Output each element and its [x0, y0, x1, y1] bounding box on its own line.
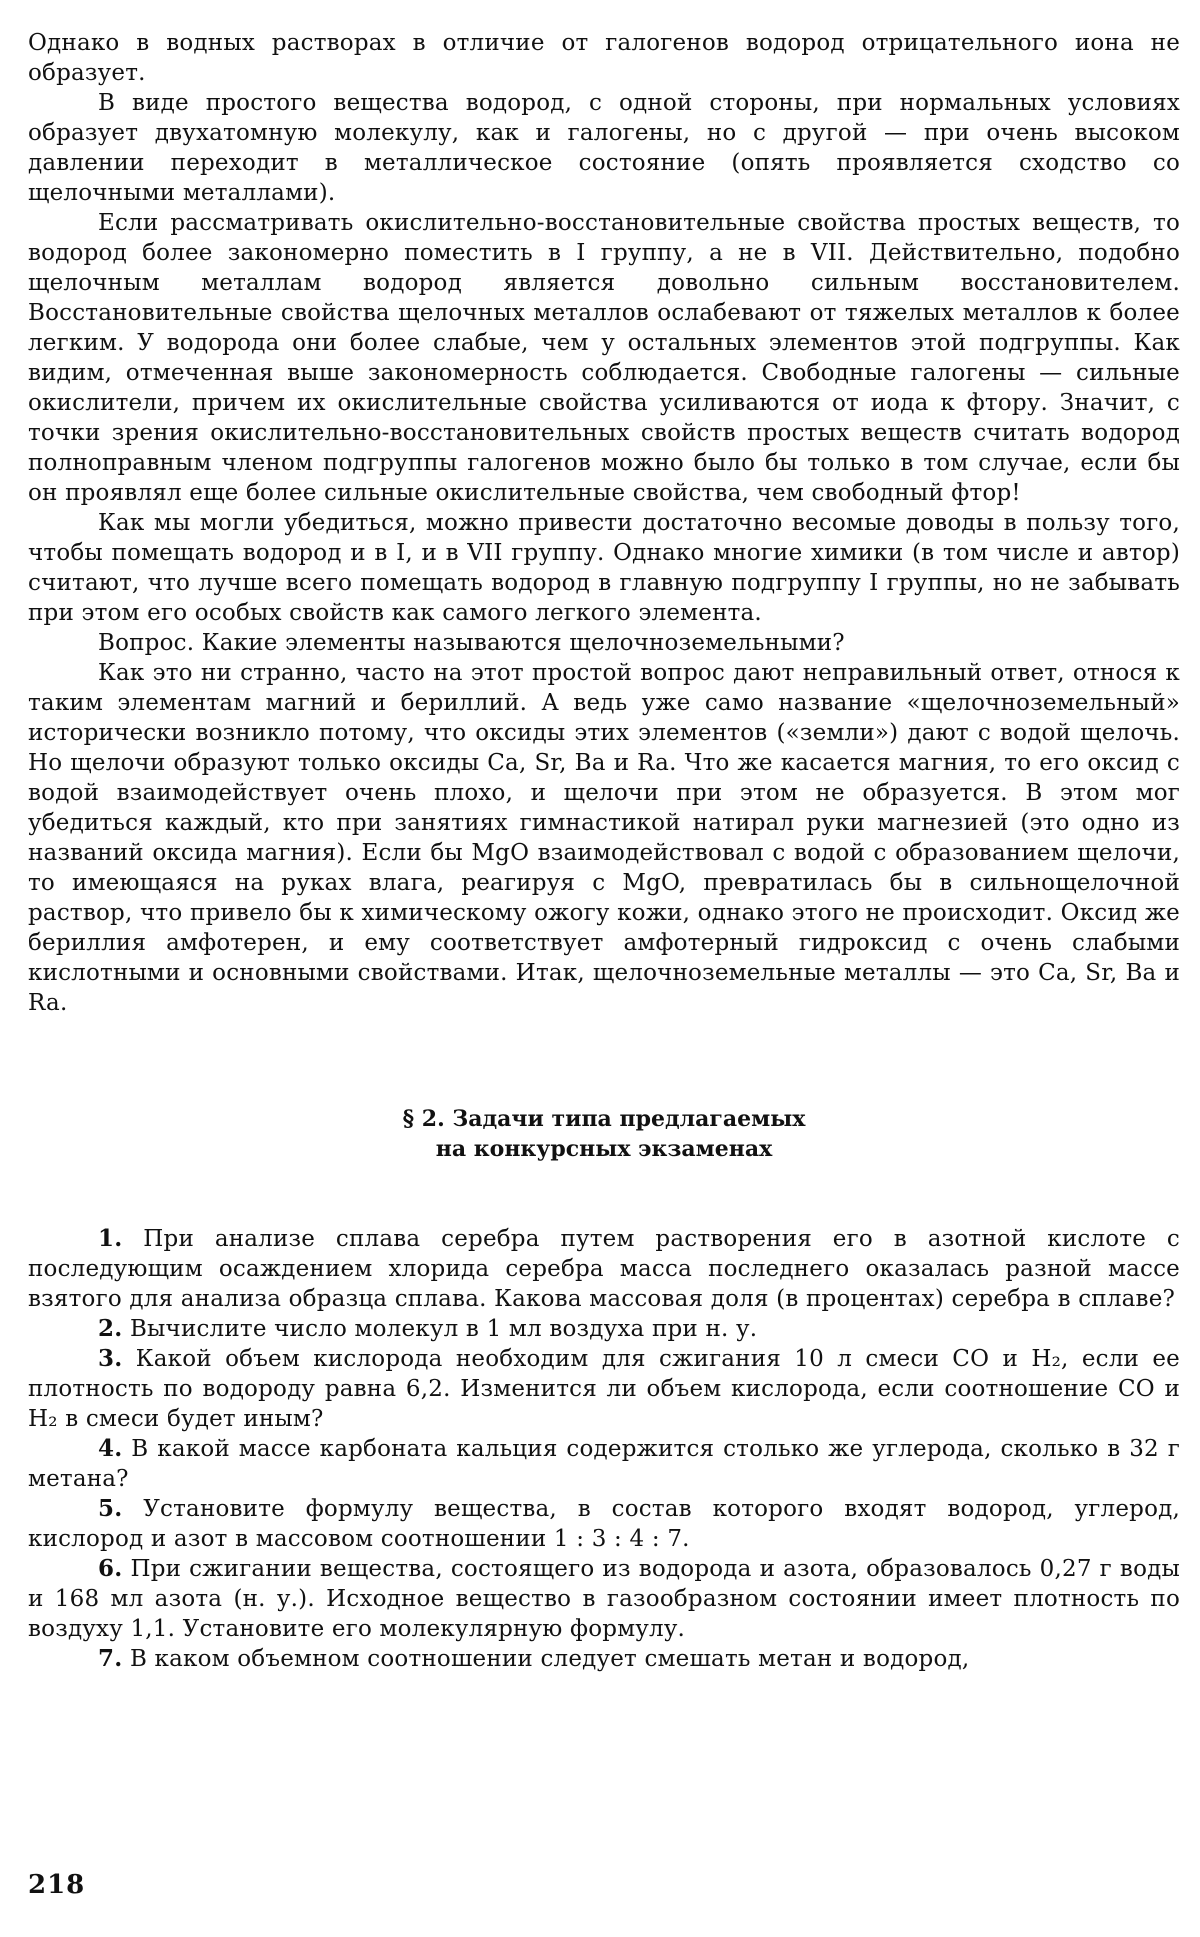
problem-item	[28, 1554, 1180, 1644]
problem-text: Какой объем кислорода необходим для сжигания 10 л смеси CO и H₂, если ее плотность по водороду равна 6,2. Изменится ли объем кислорода, если соотношение CO и H₂ в смеси будет иным?	[28, 1346, 1180, 1432]
section-heading	[28, 1104, 1180, 1164]
problem-number: 6.	[98, 1555, 123, 1582]
paragraph-6: Как это ни странно, часто на этот простой вопрос дают неправильный ответ, относя к таким элементам магний и бериллий. А ведь уже само название «щелочноземельный» исторически возникло потому, что оксиды этих элементов («земли») дают с водой щелочь. Но щелочи образуют только оксиды Ca, Sr, Ba и Ra. Что же касается магния, то его оксид с водой взаимодействует очень плохо, и щелочи при этом не образуется. В этом мог убедиться каждый, кто при занятиях гимнастикой натирал руки магнезией (это одно из названий оксида магния). Если бы MgO взаимодействовал с водой с образованием щелочи, то имеющаяся на руках влага, реагируя с MgO, превратилась бы в сильнощелочной раствор, что привело бы к химическому ожогу кожи, однако этого не происходит. Оксид же бериллия амфотерен, и ему соответствует амфотерный гидроксид с очень слабыми кислотными и основными свойствами. Итак, щелочноземельные металлы — это Ca, Sr, Ba и Ra.	[28, 660, 1180, 1016]
problem-item	[28, 1344, 1180, 1434]
problem-item	[28, 1434, 1180, 1494]
paragraph-2: В виде простого вещества водород, с одной стороны, при нормальных условиях образует двухатомную молекулу, как и галогены, но с другой — при очень высоком давлении переходит в металлическое состояние (опять проявляется сходство со щелочными металлами).	[28, 90, 1180, 206]
problem-item	[28, 1494, 1180, 1554]
problem-text: В каком объемном соотношении следует смешать метан и водород,	[129, 1646, 970, 1672]
problem-number: 1.	[98, 1225, 123, 1252]
body-text	[28, 28, 1180, 1018]
problem-number: 3.	[98, 1345, 123, 1372]
section-heading-line-1: § 2. Задачи типа предлагаемых	[402, 1106, 806, 1132]
problem-number: 7.	[98, 1645, 123, 1672]
problem-text: Вычислите число молекул в 1 мл воздуха при н. у.	[129, 1316, 758, 1342]
book-page	[28, 28, 1180, 1908]
problem-text: Установите формулу вещества, в состав которого входят водород, углерод, кислород и азот в массовом соотношении 1 : 3 : 4 : 7.	[28, 1496, 1180, 1552]
section-heading-line-2: на конкурсных экзаменах	[435, 1136, 773, 1162]
problem-item	[28, 1314, 1180, 1344]
problem-text: При сжигании вещества, состоящего из водорода и азота, образовалось 0,27 г воды и 168 мл азота (н. у.). Исходное вещество в газообразном состоянии имеет плотность по воздуху 1,1. Установите его молекулярную формулу.	[28, 1556, 1180, 1642]
question-paragraph: Вопрос. Какие элементы называются щелочноземельными?	[98, 630, 845, 656]
problem-number: 2.	[98, 1315, 123, 1342]
problem-item	[28, 1224, 1180, 1314]
problem-list	[28, 1224, 1180, 1674]
paragraph-3: Если рассматривать окислительно-восстановительные свойства простых веществ, то водород более закономерно поместить в I группу, а не в VII. Действительно, подобно щелочным металлам водород является довольно сильным восстановителем. Восстановительные свойства щелочных металлов ослабевают от тяжелых металлов к более легким. У водорода они более слабые, чем у остальных элементов этой подгруппы. Как видим, отмеченная выше закономерность соблюдается. Свободные галогены — сильные окислители, причем их окислительные свойства усиливаются от иода к фтору. Значит, с точки зрения окислительно-восстановительных свойств простых веществ считать водород полноправным членом подгруппы галогенов можно было бы только в том случае, если бы он проявлял еще более сильные окислительные свойства, чем свободный фтор!	[28, 210, 1180, 506]
problem-text: При анализе сплава серебра путем растворения его в азотной кислоте с последующим осаждением хлорида серебра масса последнего оказалась разной массе взятого для анализа образца сплава. Какова массовая доля (в процентах) серебра в сплаве?	[28, 1226, 1180, 1312]
paragraph-1: Однако в водных растворах в отличие от галогенов водород отрицательного иона не образует.	[28, 30, 1180, 86]
page-number: 218	[28, 1870, 86, 1900]
problem-item	[28, 1644, 1180, 1674]
problem-number: 5.	[98, 1495, 123, 1522]
problem-text: В какой массе карбоната кальция содержится столько же углерода, сколько в 32 г метана?	[28, 1436, 1180, 1492]
problem-number: 4.	[98, 1435, 123, 1462]
paragraph-4: Как мы могли убедиться, можно привести достаточно весомые доводы в пользу того, чтобы помещать водород и в I, и в VII группу. Однако многие химики (в том числе и автор) считают, что лучше всего помещать водород в главную подгруппу I группы, но не забывать при этом его особых свойств как самого легкого элемента.	[28, 510, 1180, 626]
